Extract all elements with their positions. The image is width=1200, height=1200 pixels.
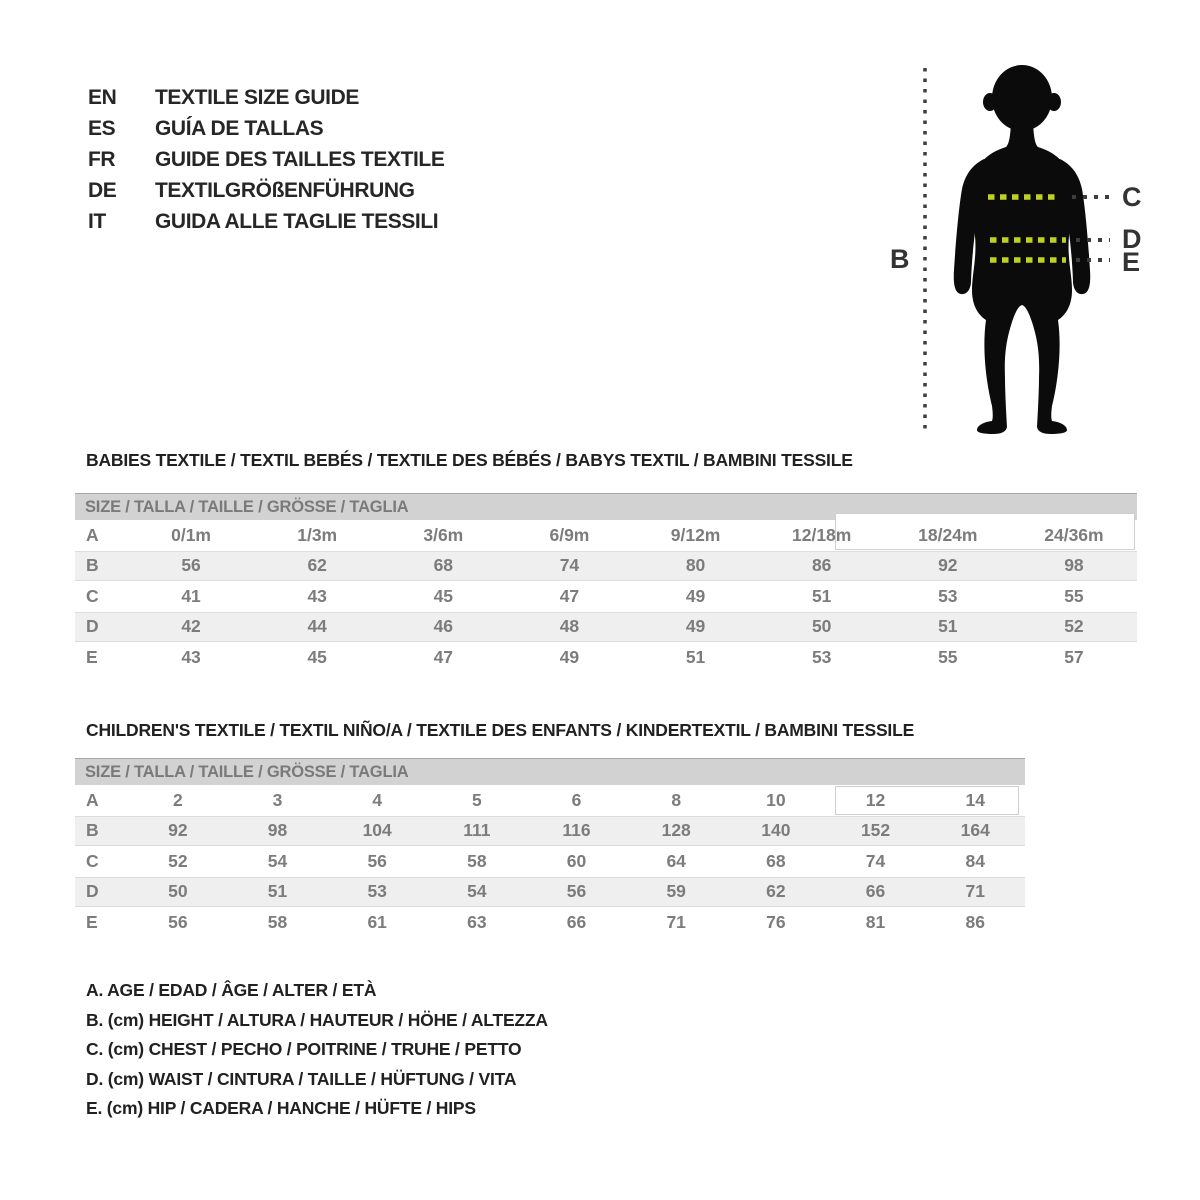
- table-cell: 66: [865, 881, 886, 902]
- table-cell: 111: [463, 820, 491, 841]
- table-cell: 92: [938, 555, 958, 576]
- table-cell: 53: [938, 585, 958, 606]
- table-cell: 92: [168, 820, 188, 841]
- table-row: [75, 846, 1025, 877]
- table-cell: 59: [666, 881, 686, 902]
- lang-row-en: [88, 82, 444, 113]
- table-cell: 104: [362, 820, 392, 841]
- row-label: D: [86, 881, 99, 902]
- lang-title: GUÍA DE TALLAS: [155, 116, 324, 140]
- table-cell: 1/3m: [297, 524, 338, 545]
- table-cell: 56: [168, 911, 188, 932]
- table-cell: 56: [367, 850, 387, 871]
- height-letter: B: [890, 244, 910, 274]
- table-cell: 44: [307, 616, 327, 637]
- table-cell: 53: [367, 881, 387, 902]
- legend-height: B. (cm) HEIGHT / ALTURA / HAUTEUR / HÖHE / ALTEZZA: [86, 1009, 548, 1030]
- table-cell: 64: [666, 850, 686, 871]
- table-cell: 116: [562, 820, 591, 841]
- table-cell: 4: [372, 789, 383, 810]
- table-cell: 24/36m: [1044, 524, 1104, 545]
- legend-waist: D. (cm) WAIST / CINTURA / TAILLE / HÜFTUNG / VITA: [86, 1068, 517, 1089]
- size-header-band: SIZE / TALLA / TAILLE / GRÖSSE / TAGLIA: [75, 493, 1137, 520]
- table-cell: 152: [860, 820, 891, 841]
- size-header-band: SIZE / TALLA / TAILLE / GRÖSSE / TAGLIA: [75, 758, 1025, 785]
- row-label: B: [86, 555, 99, 576]
- table-cell: 8: [671, 789, 682, 810]
- table-row: [75, 816, 1025, 847]
- table-cell: 48: [559, 616, 580, 637]
- table-cell: 60: [566, 850, 587, 871]
- table-row: [75, 551, 1137, 582]
- table-cell: 58: [467, 850, 487, 871]
- row-label: A: [86, 789, 99, 810]
- babies-section-heading: BABIES TEXTILE / TEXTIL BEBÉS / TEXTILE DES BÉBÉS / BABYS TEXTIL / BAMBINI TESSILE: [86, 450, 853, 470]
- table-cell: 9/12m: [670, 524, 721, 545]
- table-row: [75, 877, 1025, 908]
- table-cell: 63: [467, 911, 487, 932]
- table-cell: 49: [559, 646, 580, 667]
- lang-code: FR: [88, 147, 116, 171]
- table-row: [75, 612, 1137, 643]
- lang-code: ES: [88, 116, 116, 140]
- table-cell: 81: [865, 911, 886, 932]
- table-cell: 62: [307, 555, 327, 576]
- child-silhouette: [954, 65, 1090, 434]
- lang-row-fr: [88, 144, 444, 175]
- babies-size-table: [75, 493, 1137, 673]
- hip-letter: E: [1122, 247, 1141, 277]
- table-cell: 54: [267, 850, 288, 871]
- table-cell: 80: [685, 555, 706, 576]
- table-cell: 50: [811, 616, 832, 637]
- table-cell: 56: [181, 555, 201, 576]
- table-cell: 57: [1064, 646, 1084, 667]
- table-row: [75, 907, 1025, 938]
- table-cell: 62: [766, 881, 786, 902]
- table-cell: 43: [307, 585, 327, 606]
- waist-letter: D: [1122, 224, 1142, 254]
- legend-chest: C. (cm) CHEST / PECHO / POITRINE / TRUHE / PETTO: [86, 1039, 522, 1060]
- table-cell: 52: [168, 850, 188, 871]
- table-cell: 55: [1064, 585, 1084, 606]
- row-label: E: [86, 646, 98, 667]
- lang-row-it: [88, 206, 444, 237]
- table-cell: 51: [685, 646, 706, 667]
- lang-title: TEXTILE SIZE GUIDE: [155, 85, 359, 109]
- lang-code: EN: [88, 85, 117, 109]
- lang-row-de: [88, 175, 444, 206]
- children-section-heading: CHILDREN'S TEXTILE / TEXTIL NIÑO/A / TEXTILE DES ENFANTS / KINDERTEXTIL / BAMBINI TESSILE: [86, 720, 915, 740]
- measurement-figure: [860, 40, 1200, 460]
- table-cell: 46: [433, 616, 454, 637]
- lang-code: DE: [88, 178, 117, 202]
- table-cell: 45: [433, 585, 454, 606]
- table-cell: 51: [267, 881, 288, 902]
- measurement-legend: [86, 976, 548, 1124]
- table-cell: 3/6m: [423, 524, 464, 545]
- table-cell: 58: [267, 911, 288, 932]
- table-cell: 98: [267, 820, 288, 841]
- table-cell: 12/18m: [792, 524, 852, 545]
- chest-letter: C: [1122, 182, 1142, 212]
- table-cell: 140: [761, 820, 791, 841]
- table-cell: 56: [566, 881, 587, 902]
- lang-code: IT: [88, 209, 106, 233]
- row-label: C: [86, 585, 99, 606]
- table-cell: 3: [272, 789, 283, 810]
- table-cell: 49: [685, 585, 706, 606]
- table-cell: 42: [181, 616, 201, 637]
- row-label: D: [86, 616, 99, 637]
- table-cell: 54: [467, 881, 487, 902]
- table-cell: 53: [811, 646, 832, 667]
- table-cell: 2: [172, 789, 183, 810]
- table-cell: 45: [307, 646, 327, 667]
- table-cell: 51: [938, 616, 958, 637]
- table-cell: 98: [1064, 555, 1084, 576]
- table-cell: 51: [811, 585, 832, 606]
- table-cell: 86: [965, 911, 985, 932]
- table-cell: 14: [965, 789, 985, 810]
- legend-hip: E. (cm) HIP / CADERA / HANCHE / HÜFTE / HIPS: [86, 1098, 476, 1119]
- table-cell: 71: [965, 881, 985, 902]
- table-cell: 76: [766, 911, 786, 932]
- table-cell: 10: [766, 789, 786, 810]
- row-label: E: [86, 911, 98, 932]
- row-label: A: [86, 524, 99, 545]
- language-title-list: [88, 82, 444, 237]
- table-cell: 61: [367, 911, 387, 932]
- lang-title: TEXTILGRÖßENFÜHRUNG: [155, 178, 415, 202]
- table-cell: 12: [865, 789, 886, 810]
- table-cell: 6/9m: [549, 524, 590, 545]
- table-cell: 6: [571, 789, 582, 810]
- table-cell: 5: [471, 789, 482, 810]
- table-cell: 68: [433, 555, 454, 576]
- table-cell: 74: [865, 850, 886, 871]
- table-cell: 0/1m: [171, 524, 211, 545]
- children-size-table: [75, 758, 1025, 938]
- table-cell: 47: [559, 585, 580, 606]
- table-row: [75, 642, 1137, 673]
- table-row: [75, 581, 1137, 612]
- table-cell: 41: [181, 585, 201, 606]
- table-cell: 84: [965, 850, 985, 871]
- lang-row-es: [88, 113, 444, 144]
- table-cell: 68: [766, 850, 786, 871]
- table-cell: 86: [811, 555, 832, 576]
- table-cell: 52: [1064, 616, 1084, 637]
- head: [992, 65, 1052, 131]
- table-cell: 164: [960, 820, 990, 841]
- table-cell: 71: [666, 911, 686, 932]
- legend-age: A. AGE / EDAD / ÂGE / ALTER / ETÀ: [86, 980, 377, 1001]
- table-cell: 128: [661, 820, 691, 841]
- table-cell: 49: [685, 616, 706, 637]
- lang-title: GUIDE DES TAILLES TEXTILE: [155, 147, 445, 171]
- table-cell: 18/24m: [918, 524, 978, 545]
- table-cell: 50: [168, 881, 188, 902]
- table-cell: 47: [433, 646, 454, 667]
- lang-title: GUIDA ALLE TAGLIE TESSILI: [155, 209, 439, 233]
- row-label: B: [86, 820, 99, 841]
- table-cell: 43: [181, 646, 201, 667]
- table-cell: 66: [566, 911, 587, 932]
- table-cell: 74: [559, 555, 580, 576]
- table-cell: 55: [938, 646, 958, 667]
- row-label: C: [86, 850, 99, 871]
